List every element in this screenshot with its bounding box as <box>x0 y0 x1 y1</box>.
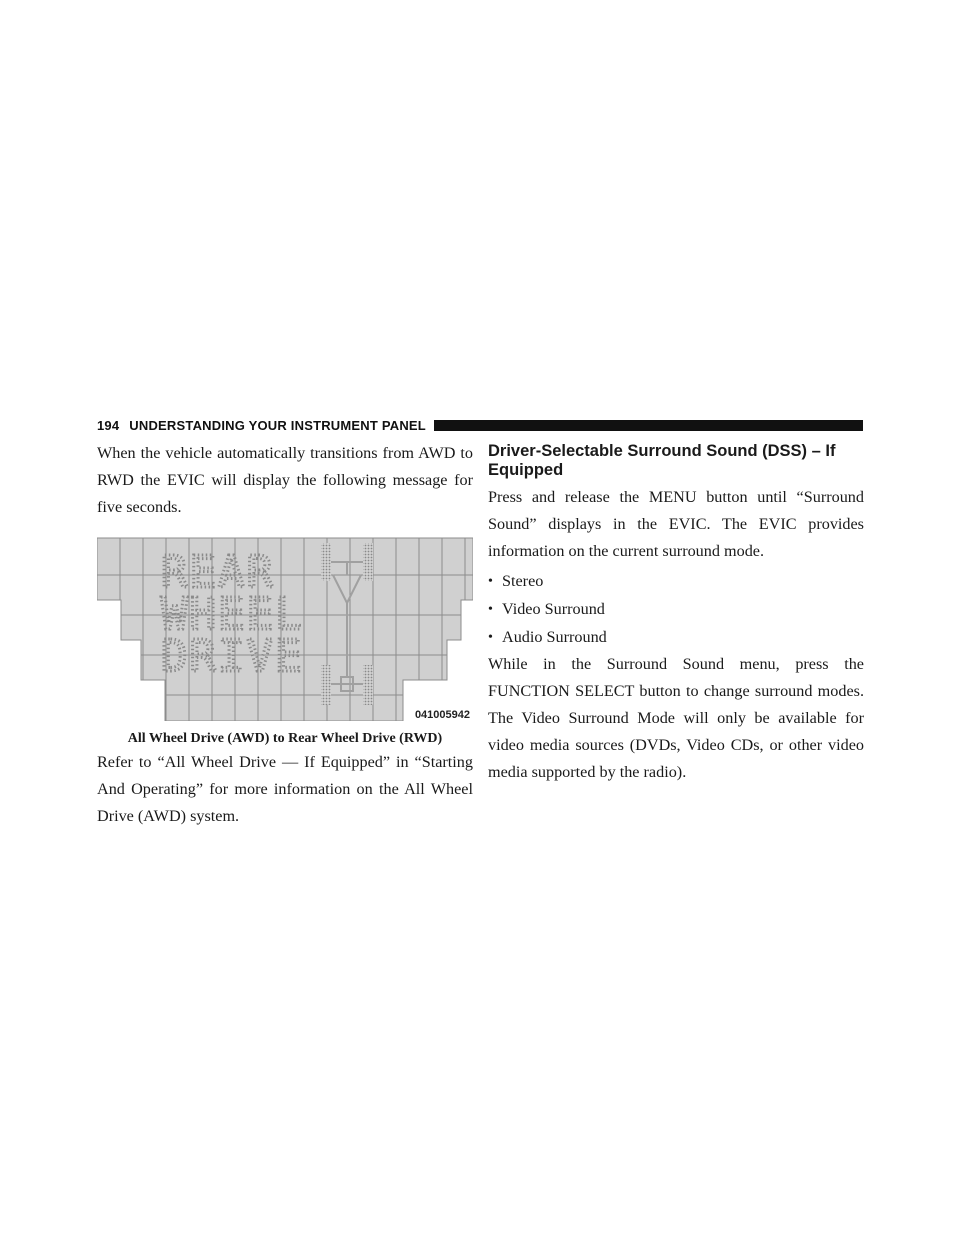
figure-caption: All Wheel Drive (AWD) to Rear Wheel Drive (RWD) <box>127 731 443 746</box>
list-item <box>488 595 864 623</box>
function-select-paragraph: While in the Surround Sound menu, press the FUNCTION SELECT button to change surround modes. The Video Surround Mode will only be available for video media sources (DVDs, Video CDs, or other video media supported by the radio). <box>488 655 864 781</box>
page-header <box>97 418 863 432</box>
evic-display-image <box>97 535 473 721</box>
intro-paragraph-right: Press and release the MENU button until “Surround Sound” displays in the EVIC. The EVIC provides information on the current surround mode. <box>488 488 864 560</box>
section-heading: Driver-Selectable Surround Sound (DSS) – If Equipped <box>488 442 836 479</box>
left-column <box>97 440 473 830</box>
bullet-icon: • <box>488 629 493 645</box>
right-column <box>488 442 864 786</box>
refer-paragraph: Refer to “All Wheel Drive — If Equipped” in “Starting And Operating” for more information on the All Wheel Drive (AWD) system. <box>97 753 473 825</box>
display-line-1: REAR <box>161 547 275 598</box>
bullet-icon: • <box>488 601 493 617</box>
display-line-2: WHEEL <box>161 589 304 640</box>
page-number: 194 <box>97 417 120 433</box>
intro-paragraph: When the vehicle automatically transitions from AWD to RWD the EVIC will display the following message for five seconds. <box>97 444 473 516</box>
list-item-label: Audio Surround <box>502 627 607 646</box>
list-item <box>488 623 864 651</box>
display-line-3: DRIVE <box>161 631 304 682</box>
list-item-label: Video Surround <box>502 599 605 618</box>
evic-display-figure <box>97 535 473 721</box>
surround-mode-list <box>488 567 864 651</box>
section-title: UNDERSTANDING YOUR INSTRUMENT PANEL <box>129 417 426 433</box>
list-item-label: Stereo <box>502 571 544 590</box>
image-code: 041005942 <box>414 709 470 721</box>
list-item <box>488 567 864 595</box>
header-rule <box>434 420 863 431</box>
bullet-icon: • <box>488 573 493 589</box>
